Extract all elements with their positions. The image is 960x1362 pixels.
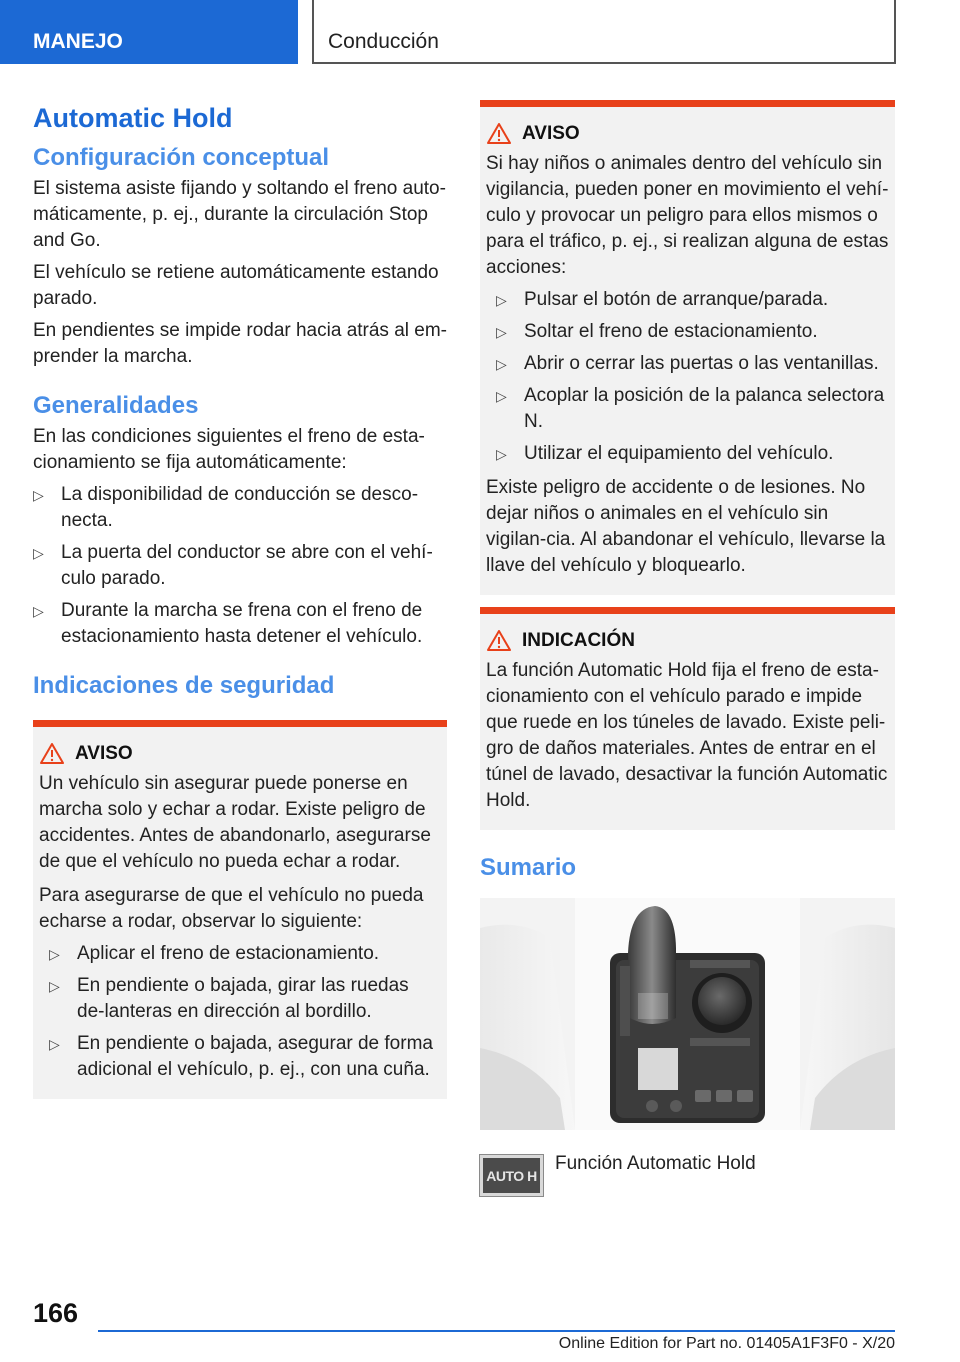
list-item-text: Durante la marcha se frena con el freno de estacionamiento hasta detener el vehículo. bbox=[61, 600, 423, 647]
footer-edition: Online Edition for Part no. 01405A1F3F0 - X/20 bbox=[558, 1335, 895, 1352]
concept-paragraph-1: El sistema asiste fijando y soltando el freno auto‐máticamente, p. ej., durante la circulación Stop and Go. bbox=[33, 178, 446, 251]
triangle-bullet-icon: ▷ bbox=[496, 292, 507, 308]
list-item bbox=[496, 351, 889, 377]
triangle-bullet-icon: ▷ bbox=[49, 978, 60, 994]
list-item bbox=[33, 540, 447, 592]
warning-notice-children bbox=[480, 100, 895, 595]
triangle-bullet-icon: ▷ bbox=[33, 487, 44, 503]
page-number: 166 bbox=[33, 1298, 79, 1328]
left-column bbox=[33, 100, 447, 1099]
notice-label: INDICACIÓN bbox=[522, 630, 635, 651]
triangle-bullet-icon: ▷ bbox=[33, 545, 44, 561]
general-intro: En las condiciones siguientes el freno de esta‐cionamiento se fija automáticamente: bbox=[33, 426, 425, 473]
list-item-text: La puerta del conductor se abre con el vehí‐culo parado. bbox=[61, 542, 433, 589]
notice-paragraph-1: Un vehículo sin asegurar puede ponerse en marcha solo y echar a rodar. Existe peligro de accidentes. Antes de abandonarlo, asegurarse de que el vehículo no pueda echar a rodar. bbox=[39, 773, 431, 872]
general-list bbox=[33, 482, 447, 650]
header-section-tab bbox=[0, 0, 298, 64]
concept-paragraph-3: En pendientes se impide rodar hacia atrás al em‐prender la marcha. bbox=[33, 320, 448, 367]
list-item bbox=[49, 973, 441, 1025]
triangle-bullet-icon: ▷ bbox=[496, 446, 507, 462]
triangle-bullet-icon: ▷ bbox=[496, 324, 507, 340]
notice-list bbox=[496, 287, 889, 467]
page-title: Automatic Hold bbox=[33, 103, 233, 133]
notice-paragraph-1: La función Automatic Hold fija el freno de esta‐cionamiento con el vehículo parado e impide que ruede en los túneles de lavado. Existe peli‐gro de daños materiales. Antes de entrar en el túnel de lavado, desactivar la función Automatic Hold. bbox=[486, 660, 888, 811]
notice-paragraph-1: Si hay niños o animales dentro del vehículo sin vigilancia, pueden poner en movimiento el vehí‐culo y provocar un peligro para ellos mismos o para el tráfico, p. ej., si realizan alguna de estas acciones: bbox=[486, 153, 889, 278]
list-item-text: La disponibilidad de conducción se desco‐necta. bbox=[61, 484, 419, 531]
general-heading: Generalidades bbox=[33, 392, 199, 419]
notice-paragraph-2: Para asegurarse de que el vehículo no pueda echarse a rodar, observar lo siguiente: bbox=[39, 885, 424, 932]
caption-text: Función Automatic Hold bbox=[555, 1153, 756, 1174]
list-item bbox=[49, 941, 441, 967]
list-item bbox=[496, 319, 889, 345]
notice-label: AVISO bbox=[522, 123, 580, 144]
concept-heading: Configuración conceptual bbox=[33, 144, 330, 171]
list-item bbox=[49, 1031, 441, 1083]
triangle-bullet-icon: ▷ bbox=[33, 603, 44, 619]
warning-triangle-icon bbox=[39, 742, 75, 766]
center-console-photo bbox=[480, 898, 895, 1130]
list-item bbox=[33, 482, 447, 534]
notice-title bbox=[486, 628, 889, 654]
auto-hold-button-label: AUTO H bbox=[486, 1167, 537, 1184]
notice-list bbox=[49, 941, 441, 1083]
list-item-text: En pendiente o bajada, girar las ruedas de‐lanteras en dirección al bordillo. bbox=[77, 975, 409, 1022]
list-item-text: Utilizar el equipamiento del vehículo. bbox=[524, 443, 834, 464]
warning-triangle-icon bbox=[486, 629, 522, 653]
notice-paragraph-2: Existe peligro de accidente o de lesiones. No dejar niños o animales en el vehículo sin vigilan‐cia. Al abandonar el vehículo, llevarse la llave del vehículo y bloquearlo. bbox=[486, 477, 886, 576]
notice-label: AVISO bbox=[75, 743, 133, 764]
summary-heading: Sumario bbox=[480, 854, 577, 881]
info-notice-carwash bbox=[480, 607, 895, 830]
list-item bbox=[496, 441, 889, 467]
list-item-text: Aplicar el freno de estacionamiento. bbox=[77, 943, 380, 964]
header-chapter-label: Conducción bbox=[328, 30, 439, 53]
list-item-text: En pendiente o bajada, asegurar de forma adicional el vehículo, p. ej., con una cuña. bbox=[77, 1033, 433, 1080]
triangle-bullet-icon: ▷ bbox=[496, 388, 507, 404]
notice-title bbox=[486, 121, 889, 147]
list-item-text: Soltar el freno de estacionamiento. bbox=[524, 321, 818, 342]
notice-title bbox=[39, 741, 441, 767]
header-section-label: MANEJO bbox=[33, 30, 123, 53]
safety-heading: Indicaciones de seguridad bbox=[33, 672, 335, 699]
right-column bbox=[480, 100, 895, 1196]
triangle-bullet-icon: ▷ bbox=[496, 356, 507, 372]
warning-triangle-icon bbox=[486, 122, 522, 146]
auto-hold-button-icon bbox=[480, 1155, 543, 1196]
list-item-text: Abrir o cerrar las puertas o las ventanillas. bbox=[524, 353, 879, 374]
list-item bbox=[496, 383, 889, 435]
concept-paragraph-2: El vehículo se retiene automáticamente estando parado. bbox=[33, 262, 439, 309]
header-chapter-tab bbox=[312, 0, 896, 64]
list-item bbox=[33, 598, 447, 650]
triangle-bullet-icon: ▷ bbox=[49, 946, 60, 962]
list-item bbox=[496, 287, 889, 313]
list-item-text: Pulsar el botón de arranque/parada. bbox=[524, 289, 829, 310]
summary-caption bbox=[480, 1155, 895, 1196]
triangle-bullet-icon: ▷ bbox=[49, 1036, 60, 1052]
list-item-text: Acoplar la posición de la palanca selectora N. bbox=[524, 385, 885, 432]
warning-notice bbox=[33, 720, 447, 1099]
